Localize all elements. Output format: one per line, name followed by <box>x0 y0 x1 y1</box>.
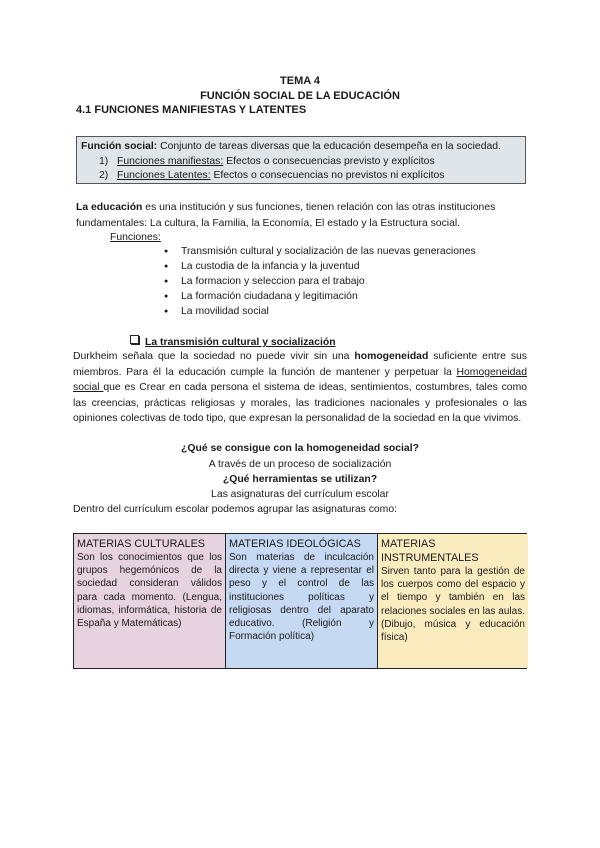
topic-number: TEMA 4 <box>280 75 320 87</box>
list-item: ● Transmisión cultural y socialización de las nuevas generaciones <box>162 244 476 259</box>
cell-body: Son los conocimientos que los grupos hegemónicos de la sociedad consideran válidos para cada momento. (Lengua, idiomas, informática, historia de España y Matemáticas) <box>77 552 222 630</box>
cell-heading: MATERIAS CULTURALES <box>77 538 205 550</box>
document-title: FUNCIÓN SOCIAL DE LA EDUCACIÓN <box>200 90 400 102</box>
definition-item: 2) Funciones Latentes: Efectos o consecuencias no previstos ni explícitos <box>99 170 445 181</box>
curriculum-line: Dentro del currículum escolar podemos agrupar las asignaturas como: <box>73 504 397 515</box>
transmission-paragraph: Durkheim señala que la sociedad no puede vivir sin una homogeneidad suficiente entre sus miembros. Para él la educación cumple la función de mantener y perpetuar la Homogeneidad social que es Crear en cada persona el sistema de ideas, sentimientos, costumbres, tales como las creencias, prácticas religiosas y morales, las tradiciones nacionales y profesionales o las opiniones colectivas de todo tipo, que expresan la personalidad de la sociedad en la que vivimos. <box>73 351 528 424</box>
list-item: ● La custodia de la infancia y la juventud <box>162 259 476 274</box>
list-item: ● La movilidad social <box>162 304 476 319</box>
cell-heading: MATERIAS IDEOLÓGICAS <box>229 538 361 550</box>
definition-box <box>76 136 526 184</box>
list-item: ● La formacion y seleccion para el trabajo <box>162 274 476 289</box>
question-1: ¿Qué se consigue con la homogeneidad social? <box>181 443 419 454</box>
subsection-heading: La transmisión cultural y socialización <box>130 335 336 348</box>
intro-paragraph: La educación es una institución y sus funciones, tienen relación con las otras instituciones fundamentales: La cultura, la Familia, la Economía, El estado y la Estructura social. <box>76 202 496 229</box>
table-cell-instrumental <box>377 534 528 668</box>
definition-term: Función social: <box>81 141 158 152</box>
table-cell-ideological <box>225 534 377 668</box>
table-cell-cultural <box>74 534 225 668</box>
functions-list <box>162 244 476 319</box>
cell-heading: MATERIAS INSTRUMENTALES <box>381 538 479 564</box>
question-2: ¿Qué herramientas se utilizan? <box>222 474 378 485</box>
subjects-table <box>73 533 527 669</box>
functions-label: Funciones: <box>110 232 161 243</box>
list-item: ● La formación ciudadana y legitimación <box>162 289 476 304</box>
cell-body: Sirven tanto para la gestión de los cuerpos como del espacio y el tiempo y también en las relaciones sociales en las aulas. (Dibujo, música y educación física) <box>381 566 525 644</box>
definition-text: Conjunto de tareas diversas que la educación desempeña en la sociedad. <box>157 141 501 152</box>
answer-1: A través de un proceso de socialización <box>208 459 392 470</box>
document-header <box>0 74 600 104</box>
cell-body: Son materias de inculcación directa y viene a representar el peso y el control de las instituciones políticas y religiosas dentro del aparato educativo. (Religión y Formación política) <box>229 552 374 643</box>
section-title: 4.1 FUNCIONES MANIFIESTAS Y LATENTES <box>76 104 307 116</box>
definition-line <box>81 140 521 155</box>
checkbox-bullet-icon <box>130 335 139 344</box>
answer-2: Las asignaturas del currículum escolar <box>211 489 389 500</box>
definition-item: 1) Funciones manifiestas: Efectos o consecuencias previsto y explícitos <box>99 155 435 167</box>
